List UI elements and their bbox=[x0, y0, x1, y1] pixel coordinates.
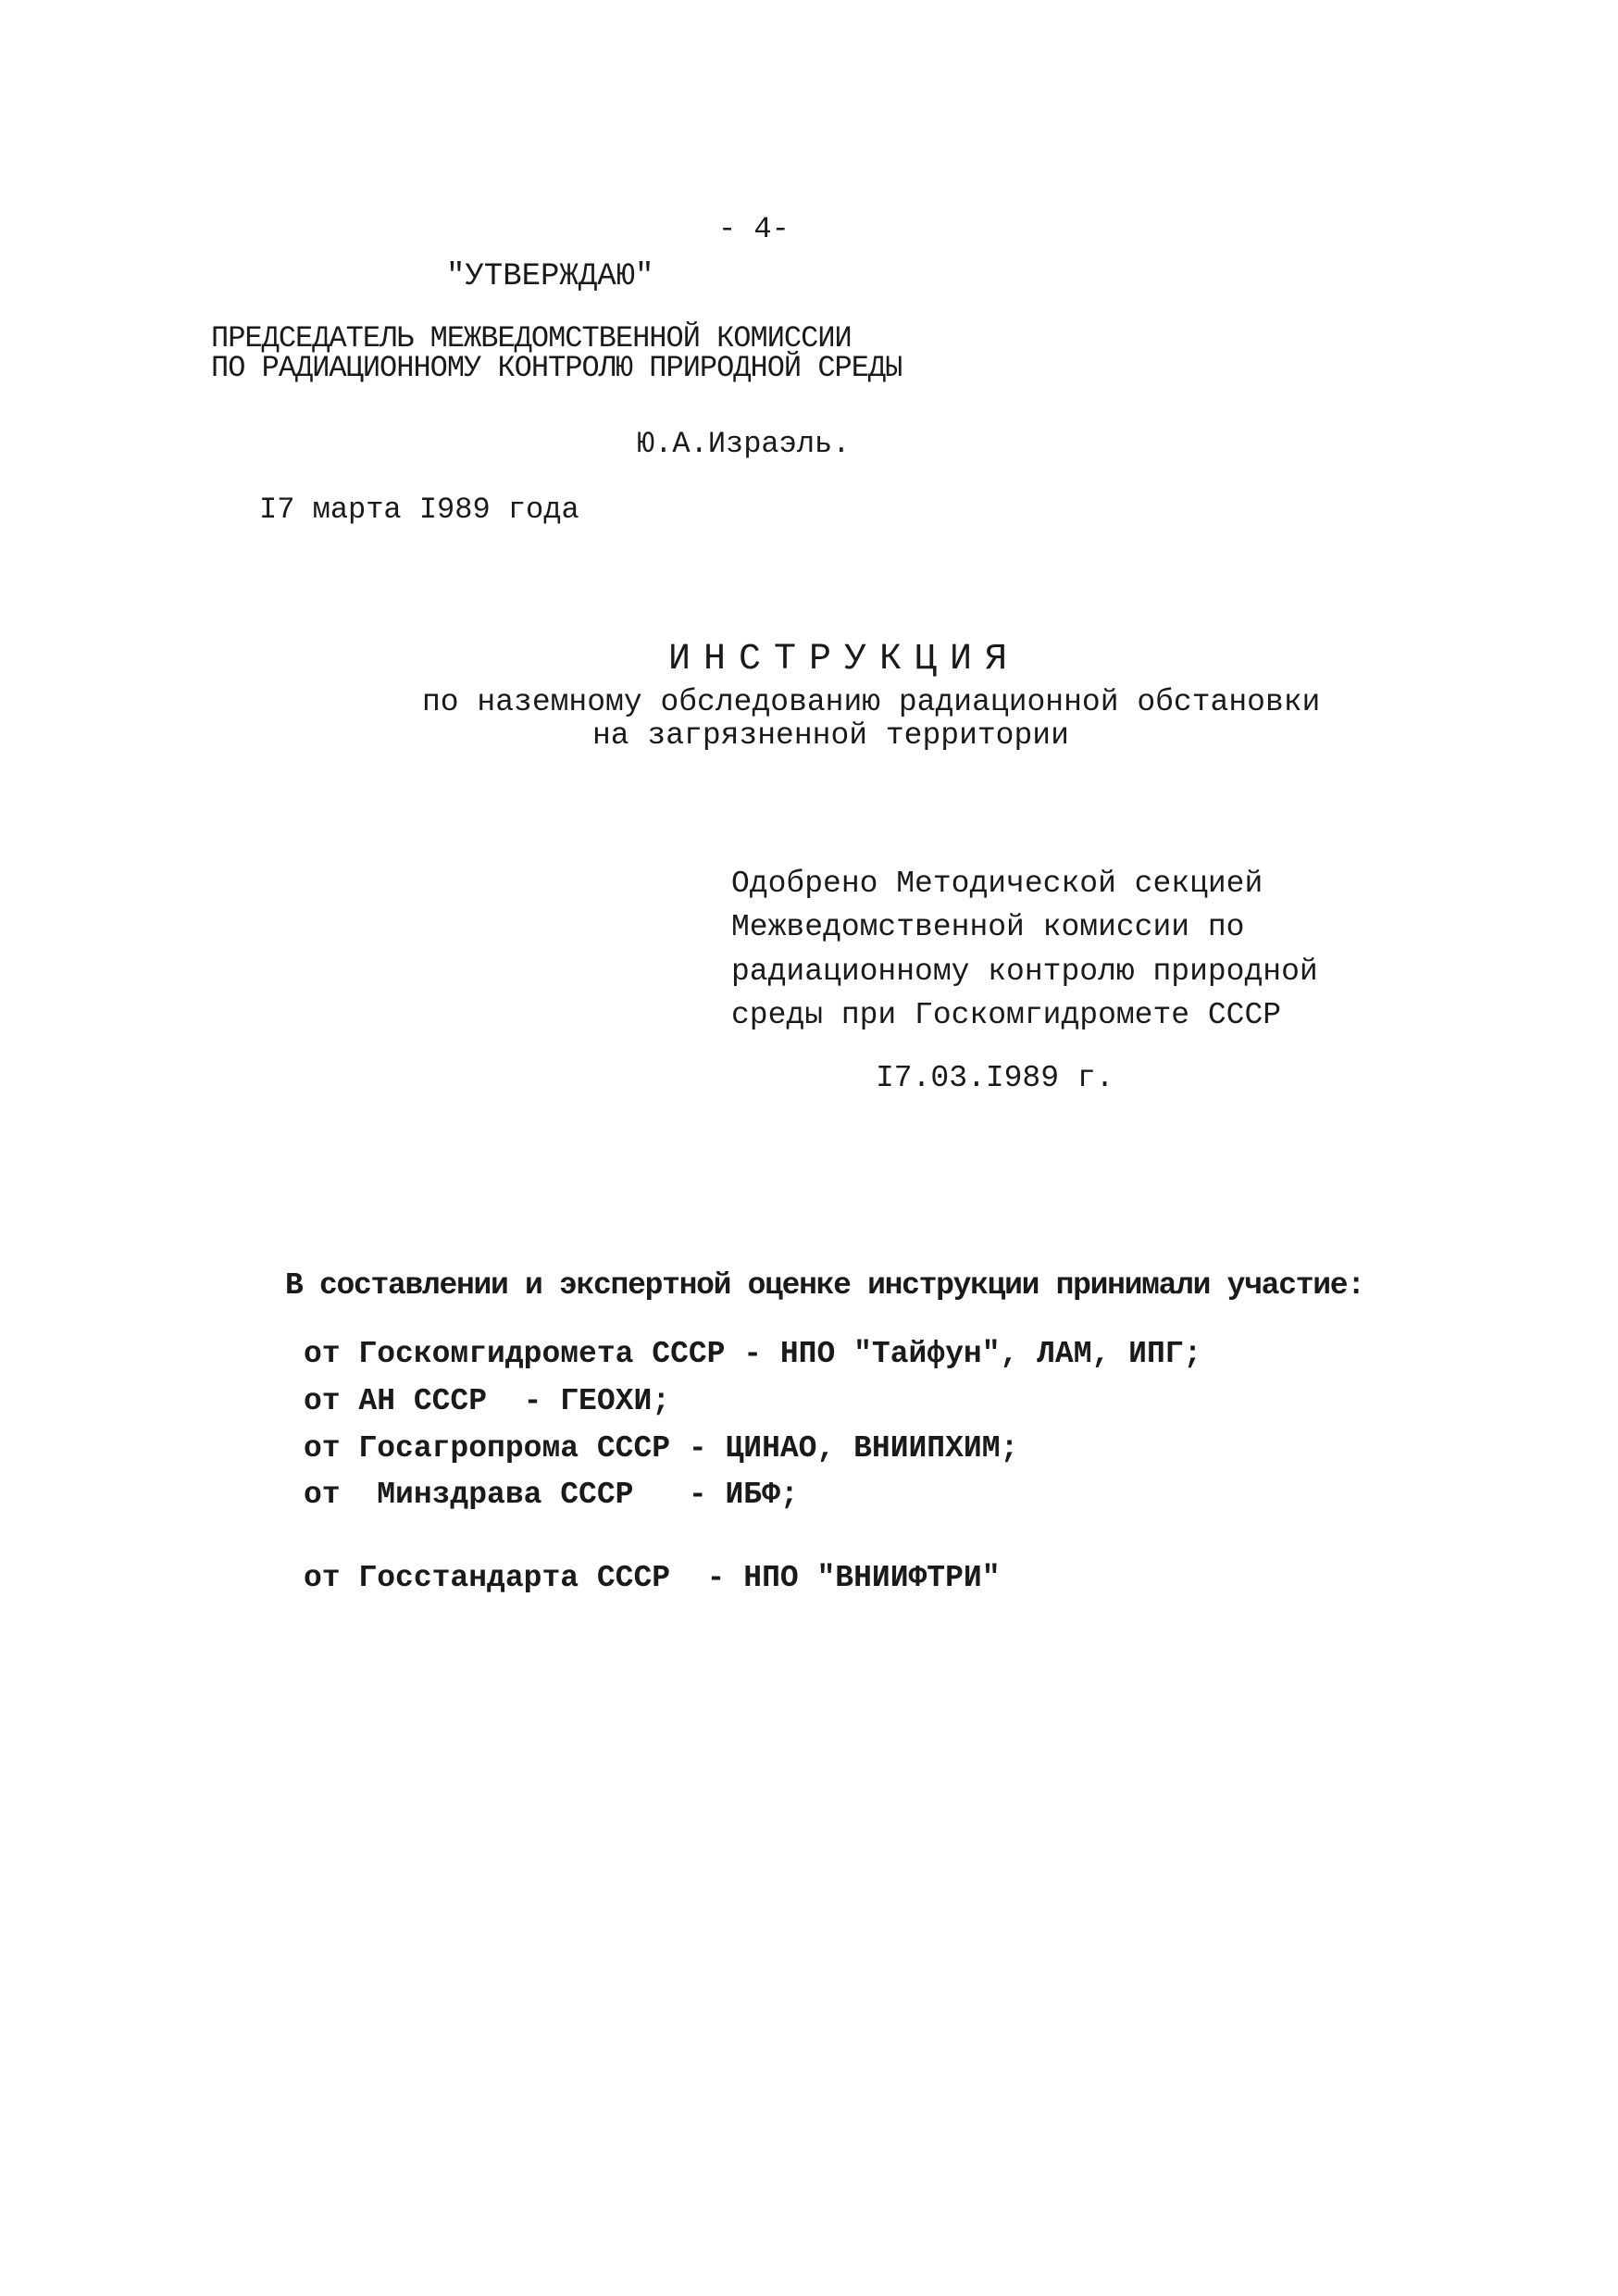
approved-by-line-4: среды при Госкомгидромете СССР bbox=[731, 998, 1282, 1032]
approved-by-line-1: Одобрено Методической секцией bbox=[731, 867, 1263, 901]
page-number: - 4- bbox=[718, 212, 790, 246]
contributors-intro: В составлении и экспертной оценке инструкции принимали участие: bbox=[285, 1268, 1364, 1303]
chair-title-line-2: ПО РАДИАЦИОННОМУ КОНТРОЛЮ ПРИРОДНОЙ СРЕДЫ bbox=[211, 351, 902, 385]
document-title: ИНСТРУКЦИЯ bbox=[668, 639, 1021, 680]
contributor-item: от Госкомгидромета СССР - НПО "Тайфун", ЛАМ, ИПГ; bbox=[304, 1337, 1202, 1371]
contributor-item: от Госстандарта СССР - НПО "ВНИИФТРИ" bbox=[304, 1561, 1001, 1595]
approval-heading: "УТВЕРЖДАЮ" bbox=[446, 259, 654, 294]
approved-by-date: I7.03.I989 г. bbox=[876, 1061, 1114, 1095]
approved-by-line-2: Межведомственной комиссии по bbox=[731, 910, 1245, 944]
approval-date: I7 марта I989 года bbox=[259, 493, 579, 527]
chair-title-line-1: ПРЕДСЕДАТЕЛЬ МЕЖВЕДОМСТВЕННОЙ КОМИССИИ bbox=[211, 321, 852, 356]
document-subtitle-line-1: по наземному обследованию радиационной обстановки bbox=[422, 685, 1321, 719]
contributor-item: от Минздрава СССР - ИБФ; bbox=[304, 1478, 799, 1512]
signatory-name: Ю.А.Израэль. bbox=[637, 427, 851, 461]
contributor-item: от Госагропрома СССР - ЦИНАО, ВНИИПХИМ; bbox=[304, 1431, 1019, 1466]
approved-by-line-3: радиационному контролю природной bbox=[731, 955, 1318, 989]
document-subtitle-line-2: на загрязненной территории bbox=[592, 718, 1069, 753]
contributor-item: от АН СССР - ГЕОХИ; bbox=[304, 1384, 671, 1418]
